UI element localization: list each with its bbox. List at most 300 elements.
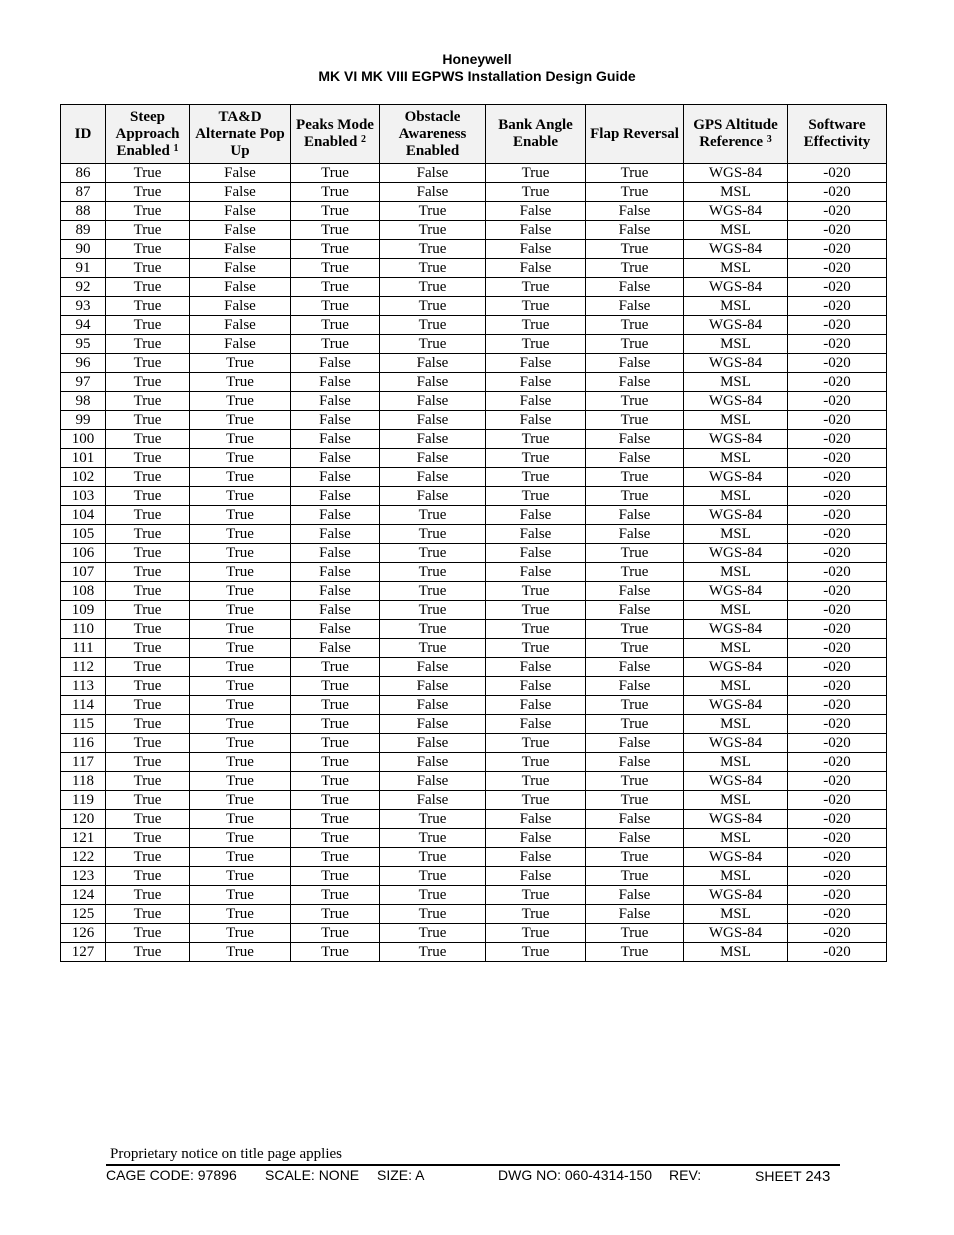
table-cell: True bbox=[486, 639, 586, 658]
sheet-label: SHEET bbox=[755, 1168, 802, 1184]
table-row bbox=[61, 696, 887, 715]
table-cell: True bbox=[291, 297, 380, 316]
table-row bbox=[61, 316, 887, 335]
table-cell: False bbox=[380, 715, 486, 734]
table-cell: WGS-84 bbox=[684, 164, 788, 183]
table-row bbox=[61, 677, 887, 696]
column-header-label: Flap Reversal bbox=[590, 125, 679, 142]
table-cell: WGS-84 bbox=[684, 772, 788, 791]
table-row bbox=[61, 810, 887, 829]
table-row bbox=[61, 506, 887, 525]
table-cell: False bbox=[586, 582, 684, 601]
table-cell: MSL bbox=[684, 183, 788, 202]
table-cell: True bbox=[190, 658, 291, 677]
table-cell: False bbox=[380, 373, 486, 392]
table-cell: -020 bbox=[788, 354, 887, 373]
table-cell: False bbox=[380, 696, 486, 715]
table-cell: True bbox=[380, 905, 486, 924]
table-cell: True bbox=[380, 867, 486, 886]
table-cell: MSL bbox=[684, 221, 788, 240]
proprietary-notice: Proprietary notice on title page applies bbox=[110, 1146, 343, 1162]
table-cell: False bbox=[380, 658, 486, 677]
table-cell: True bbox=[190, 563, 291, 582]
table-row bbox=[61, 601, 887, 620]
table-cell: True bbox=[586, 943, 684, 962]
table-cell: 98 bbox=[61, 392, 106, 411]
table-cell: True bbox=[291, 677, 380, 696]
table-cell: True bbox=[291, 240, 380, 259]
table-cell: True bbox=[190, 943, 291, 962]
table-cell: WGS-84 bbox=[684, 354, 788, 373]
table-row bbox=[61, 753, 887, 772]
table-cell: True bbox=[486, 753, 586, 772]
table-cell: True bbox=[486, 449, 586, 468]
table-cell: True bbox=[106, 335, 190, 354]
table-cell: 114 bbox=[61, 696, 106, 715]
table-cell: True bbox=[106, 468, 190, 487]
table-cell: True bbox=[291, 829, 380, 848]
table-row bbox=[61, 848, 887, 867]
table-cell: True bbox=[486, 487, 586, 506]
table-cell: True bbox=[106, 221, 190, 240]
table-cell: False bbox=[486, 696, 586, 715]
table-cell: MSL bbox=[684, 449, 788, 468]
table-row bbox=[61, 829, 887, 848]
table-cell: True bbox=[106, 411, 190, 430]
table-cell: False bbox=[380, 772, 486, 791]
table-row bbox=[61, 905, 887, 924]
table-cell: -020 bbox=[788, 886, 887, 905]
table-cell: True bbox=[291, 791, 380, 810]
table-cell: -020 bbox=[788, 620, 887, 639]
table-cell: -020 bbox=[788, 164, 887, 183]
table-cell: False bbox=[586, 601, 684, 620]
table-cell: 93 bbox=[61, 297, 106, 316]
table-cell: 120 bbox=[61, 810, 106, 829]
scale-label: SCALE: NONE bbox=[265, 1167, 360, 1183]
table-cell: MSL bbox=[684, 335, 788, 354]
column-header-label: Bank Angle Enable bbox=[498, 117, 573, 150]
table-cell: WGS-84 bbox=[684, 696, 788, 715]
table-cell: WGS-84 bbox=[684, 848, 788, 867]
table-cell: True bbox=[190, 525, 291, 544]
column-header-label: Software Effectivity bbox=[803, 117, 871, 150]
table-cell: 87 bbox=[61, 183, 106, 202]
table-cell: WGS-84 bbox=[684, 278, 788, 297]
table-cell: False bbox=[380, 354, 486, 373]
table-cell: True bbox=[586, 411, 684, 430]
table-cell: True bbox=[106, 791, 190, 810]
table-cell: True bbox=[486, 468, 586, 487]
table-cell: True bbox=[291, 164, 380, 183]
table-cell: True bbox=[380, 943, 486, 962]
table-cell: True bbox=[586, 259, 684, 278]
table-cell: 88 bbox=[61, 202, 106, 221]
column-header bbox=[486, 105, 586, 164]
table-cell: 127 bbox=[61, 943, 106, 962]
table-cell: -020 bbox=[788, 335, 887, 354]
table-row bbox=[61, 259, 887, 278]
table-cell: True bbox=[106, 924, 190, 943]
table-cell: -020 bbox=[788, 582, 887, 601]
table-cell: -020 bbox=[788, 487, 887, 506]
table-cell: False bbox=[486, 677, 586, 696]
column-header-label: Peaks Mode Enabled bbox=[296, 117, 374, 150]
table-cell: True bbox=[486, 278, 586, 297]
table-cell: True bbox=[190, 639, 291, 658]
table-row bbox=[61, 392, 887, 411]
table-cell: 107 bbox=[61, 563, 106, 582]
table-cell: True bbox=[190, 848, 291, 867]
table-cell: True bbox=[190, 411, 291, 430]
table-cell: False bbox=[486, 829, 586, 848]
table-cell: True bbox=[106, 316, 190, 335]
document-title: MK VI MK VIII EGPWS Installation Design Guide bbox=[318, 68, 636, 84]
table-cell: True bbox=[106, 259, 190, 278]
table-cell: True bbox=[190, 677, 291, 696]
table-cell: True bbox=[586, 563, 684, 582]
table-row bbox=[61, 487, 887, 506]
table-cell: True bbox=[586, 316, 684, 335]
table-cell: True bbox=[190, 354, 291, 373]
table-cell: True bbox=[106, 772, 190, 791]
table-cell: False bbox=[190, 202, 291, 221]
table-cell: False bbox=[486, 259, 586, 278]
table-cell: True bbox=[380, 620, 486, 639]
table-cell: -020 bbox=[788, 696, 887, 715]
table-cell: True bbox=[190, 886, 291, 905]
column-header bbox=[788, 105, 887, 164]
table-cell: 124 bbox=[61, 886, 106, 905]
table-cell: MSL bbox=[684, 259, 788, 278]
table-cell: MSL bbox=[684, 601, 788, 620]
table-cell: False bbox=[291, 449, 380, 468]
table-cell: True bbox=[586, 791, 684, 810]
table-cell: False bbox=[486, 867, 586, 886]
table-cell: MSL bbox=[684, 373, 788, 392]
table-cell: -020 bbox=[788, 829, 887, 848]
table-cell: False bbox=[486, 810, 586, 829]
table-cell: 104 bbox=[61, 506, 106, 525]
size-label: SIZE: A bbox=[377, 1167, 425, 1183]
table-cell: -020 bbox=[788, 468, 887, 487]
table-cell: True bbox=[106, 677, 190, 696]
table-cell: True bbox=[106, 164, 190, 183]
table-cell: 126 bbox=[61, 924, 106, 943]
table-cell: -020 bbox=[788, 753, 887, 772]
table-cell: False bbox=[190, 335, 291, 354]
table-cell: MSL bbox=[684, 411, 788, 430]
footer-divider bbox=[106, 1164, 840, 1166]
table-cell: True bbox=[486, 297, 586, 316]
table-cell: 100 bbox=[61, 430, 106, 449]
table-cell: False bbox=[586, 278, 684, 297]
table-cell: False bbox=[291, 582, 380, 601]
table-cell: False bbox=[380, 468, 486, 487]
table-row bbox=[61, 240, 887, 259]
table-cell: False bbox=[190, 259, 291, 278]
table-cell: MSL bbox=[684, 905, 788, 924]
table-cell: True bbox=[106, 867, 190, 886]
table-cell: True bbox=[106, 810, 190, 829]
table-cell: -020 bbox=[788, 848, 887, 867]
table-cell: 115 bbox=[61, 715, 106, 734]
table-cell: False bbox=[380, 392, 486, 411]
table-cell: True bbox=[291, 259, 380, 278]
table-row bbox=[61, 772, 887, 791]
table-cell: False bbox=[486, 563, 586, 582]
table-cell: True bbox=[190, 924, 291, 943]
table-cell: False bbox=[486, 848, 586, 867]
column-header bbox=[190, 105, 291, 164]
column-header-label: TA&D Alternate Pop Up bbox=[195, 108, 285, 159]
table-cell: True bbox=[486, 905, 586, 924]
table-cell: True bbox=[380, 886, 486, 905]
table-cell: True bbox=[380, 335, 486, 354]
table-cell: MSL bbox=[684, 297, 788, 316]
footnote-marker: 1 bbox=[173, 142, 179, 154]
table-cell: -020 bbox=[788, 658, 887, 677]
table-cell: 92 bbox=[61, 278, 106, 297]
table-cell: True bbox=[586, 544, 684, 563]
table-cell: True bbox=[106, 525, 190, 544]
table-cell: True bbox=[380, 563, 486, 582]
table-cell: False bbox=[586, 734, 684, 753]
table-cell: False bbox=[586, 658, 684, 677]
table-cell: True bbox=[190, 772, 291, 791]
table-cell: True bbox=[380, 221, 486, 240]
table-cell: False bbox=[291, 373, 380, 392]
table-cell: True bbox=[291, 734, 380, 753]
table-cell: MSL bbox=[684, 715, 788, 734]
table-cell: 97 bbox=[61, 373, 106, 392]
table-cell: MSL bbox=[684, 525, 788, 544]
table-cell: False bbox=[586, 829, 684, 848]
table-cell: True bbox=[586, 715, 684, 734]
table-cell: True bbox=[380, 829, 486, 848]
table-row bbox=[61, 639, 887, 658]
table-cell: MSL bbox=[684, 563, 788, 582]
table-header-row bbox=[61, 105, 887, 164]
table-cell: True bbox=[106, 848, 190, 867]
table-cell: 89 bbox=[61, 221, 106, 240]
table-cell: True bbox=[486, 791, 586, 810]
table-cell: True bbox=[586, 772, 684, 791]
table-cell: False bbox=[486, 202, 586, 221]
table-cell: False bbox=[586, 430, 684, 449]
table-cell: True bbox=[106, 886, 190, 905]
table-cell: True bbox=[106, 563, 190, 582]
table-cell: True bbox=[380, 278, 486, 297]
table-cell: True bbox=[106, 734, 190, 753]
table-cell: False bbox=[486, 221, 586, 240]
table-cell: False bbox=[291, 430, 380, 449]
table-cell: True bbox=[380, 924, 486, 943]
table-cell: True bbox=[106, 297, 190, 316]
table-cell: 105 bbox=[61, 525, 106, 544]
table-cell: MSL bbox=[684, 791, 788, 810]
table-cell: WGS-84 bbox=[684, 316, 788, 335]
table-cell: WGS-84 bbox=[684, 544, 788, 563]
sheet-number bbox=[755, 1168, 830, 1185]
table-row bbox=[61, 924, 887, 943]
table-cell: MSL bbox=[684, 753, 788, 772]
table-cell: -020 bbox=[788, 525, 887, 544]
table-cell: 113 bbox=[61, 677, 106, 696]
table-row bbox=[61, 544, 887, 563]
table-cell: True bbox=[586, 392, 684, 411]
table-cell: False bbox=[291, 563, 380, 582]
table-cell: True bbox=[380, 259, 486, 278]
table-cell: 86 bbox=[61, 164, 106, 183]
table-cell: -020 bbox=[788, 392, 887, 411]
table-cell: True bbox=[586, 639, 684, 658]
table-cell: -020 bbox=[788, 506, 887, 525]
table-cell: False bbox=[380, 734, 486, 753]
table-cell: WGS-84 bbox=[684, 202, 788, 221]
table-cell: True bbox=[486, 734, 586, 753]
table-cell: 118 bbox=[61, 772, 106, 791]
table-cell: -020 bbox=[788, 810, 887, 829]
table-cell: -020 bbox=[788, 221, 887, 240]
table-cell: False bbox=[190, 316, 291, 335]
table-row bbox=[61, 335, 887, 354]
table-cell: True bbox=[380, 848, 486, 867]
table-cell: False bbox=[380, 411, 486, 430]
table-cell: False bbox=[586, 810, 684, 829]
drawing-number: DWG NO: 060-4314-150 bbox=[498, 1167, 653, 1183]
table-cell: True bbox=[106, 449, 190, 468]
table-cell: True bbox=[586, 620, 684, 639]
table-row bbox=[61, 563, 887, 582]
table-cell: True bbox=[291, 867, 380, 886]
table-cell: False bbox=[486, 658, 586, 677]
table-cell: True bbox=[106, 354, 190, 373]
table-cell: True bbox=[291, 183, 380, 202]
table-cell: True bbox=[291, 886, 380, 905]
table-cell: True bbox=[586, 848, 684, 867]
table-cell: True bbox=[586, 867, 684, 886]
table-cell: -020 bbox=[788, 183, 887, 202]
table-cell: False bbox=[486, 715, 586, 734]
table-cell: True bbox=[486, 430, 586, 449]
table-cell: False bbox=[586, 354, 684, 373]
table-cell: False bbox=[586, 202, 684, 221]
table-cell: True bbox=[380, 639, 486, 658]
table-cell: False bbox=[586, 525, 684, 544]
table-cell: 125 bbox=[61, 905, 106, 924]
table-cell: WGS-84 bbox=[684, 506, 788, 525]
table-cell: True bbox=[380, 601, 486, 620]
table-cell: 112 bbox=[61, 658, 106, 677]
table-cell: True bbox=[291, 924, 380, 943]
table-row bbox=[61, 430, 887, 449]
table-cell: 108 bbox=[61, 582, 106, 601]
table-cell: -020 bbox=[788, 278, 887, 297]
table-cell: -020 bbox=[788, 202, 887, 221]
table-cell: -020 bbox=[788, 715, 887, 734]
table-cell: True bbox=[190, 544, 291, 563]
table-cell: WGS-84 bbox=[684, 658, 788, 677]
table-cell: True bbox=[190, 430, 291, 449]
table-cell: 106 bbox=[61, 544, 106, 563]
table-cell: True bbox=[106, 544, 190, 563]
table-cell: False bbox=[190, 164, 291, 183]
table-cell: True bbox=[190, 867, 291, 886]
table-cell: False bbox=[486, 373, 586, 392]
table-cell: 90 bbox=[61, 240, 106, 259]
table-cell: True bbox=[190, 449, 291, 468]
table-cell: True bbox=[486, 183, 586, 202]
table-cell: False bbox=[291, 487, 380, 506]
column-header-label: Obstacle Awareness Enabled bbox=[398, 108, 467, 159]
table-cell: True bbox=[380, 525, 486, 544]
column-header-label: ID bbox=[74, 125, 92, 142]
table-cell: True bbox=[380, 810, 486, 829]
table-cell: True bbox=[486, 601, 586, 620]
table-cell: False bbox=[291, 544, 380, 563]
table-row bbox=[61, 582, 887, 601]
table-row bbox=[61, 867, 887, 886]
table-cell: True bbox=[380, 202, 486, 221]
table-cell: True bbox=[486, 335, 586, 354]
table-cell: -020 bbox=[788, 240, 887, 259]
table-cell: False bbox=[291, 639, 380, 658]
table-cell: True bbox=[291, 753, 380, 772]
table-cell: True bbox=[486, 924, 586, 943]
table-cell: -020 bbox=[788, 772, 887, 791]
table-cell: WGS-84 bbox=[684, 734, 788, 753]
table-row bbox=[61, 278, 887, 297]
table-row bbox=[61, 658, 887, 677]
table-cell: -020 bbox=[788, 639, 887, 658]
table-cell: False bbox=[586, 297, 684, 316]
table-cell: -020 bbox=[788, 601, 887, 620]
table-cell: True bbox=[190, 487, 291, 506]
table-row bbox=[61, 943, 887, 962]
table-cell: True bbox=[190, 620, 291, 639]
table-cell: True bbox=[106, 582, 190, 601]
table-cell: True bbox=[190, 905, 291, 924]
table-cell: True bbox=[106, 715, 190, 734]
table-cell: True bbox=[380, 506, 486, 525]
table-cell: True bbox=[106, 696, 190, 715]
table-cell: WGS-84 bbox=[684, 468, 788, 487]
table-cell: False bbox=[291, 620, 380, 639]
table-cell: True bbox=[190, 468, 291, 487]
table-cell: 119 bbox=[61, 791, 106, 810]
table-cell: WGS-84 bbox=[684, 886, 788, 905]
table-cell: True bbox=[190, 791, 291, 810]
company-name: Honeywell bbox=[442, 51, 512, 67]
table-cell: False bbox=[586, 373, 684, 392]
table-cell: WGS-84 bbox=[684, 240, 788, 259]
table-cell: False bbox=[291, 354, 380, 373]
table-cell: True bbox=[190, 829, 291, 848]
table-cell: True bbox=[190, 810, 291, 829]
table-cell: True bbox=[106, 430, 190, 449]
table-cell: True bbox=[190, 601, 291, 620]
table-cell: -020 bbox=[788, 563, 887, 582]
table-cell: -020 bbox=[788, 677, 887, 696]
table-cell: 121 bbox=[61, 829, 106, 848]
table-cell: 117 bbox=[61, 753, 106, 772]
table-cell: True bbox=[291, 772, 380, 791]
table-cell: True bbox=[586, 696, 684, 715]
table-cell: MSL bbox=[684, 943, 788, 962]
table-cell: 122 bbox=[61, 848, 106, 867]
footnote-marker: 2 bbox=[361, 134, 367, 145]
